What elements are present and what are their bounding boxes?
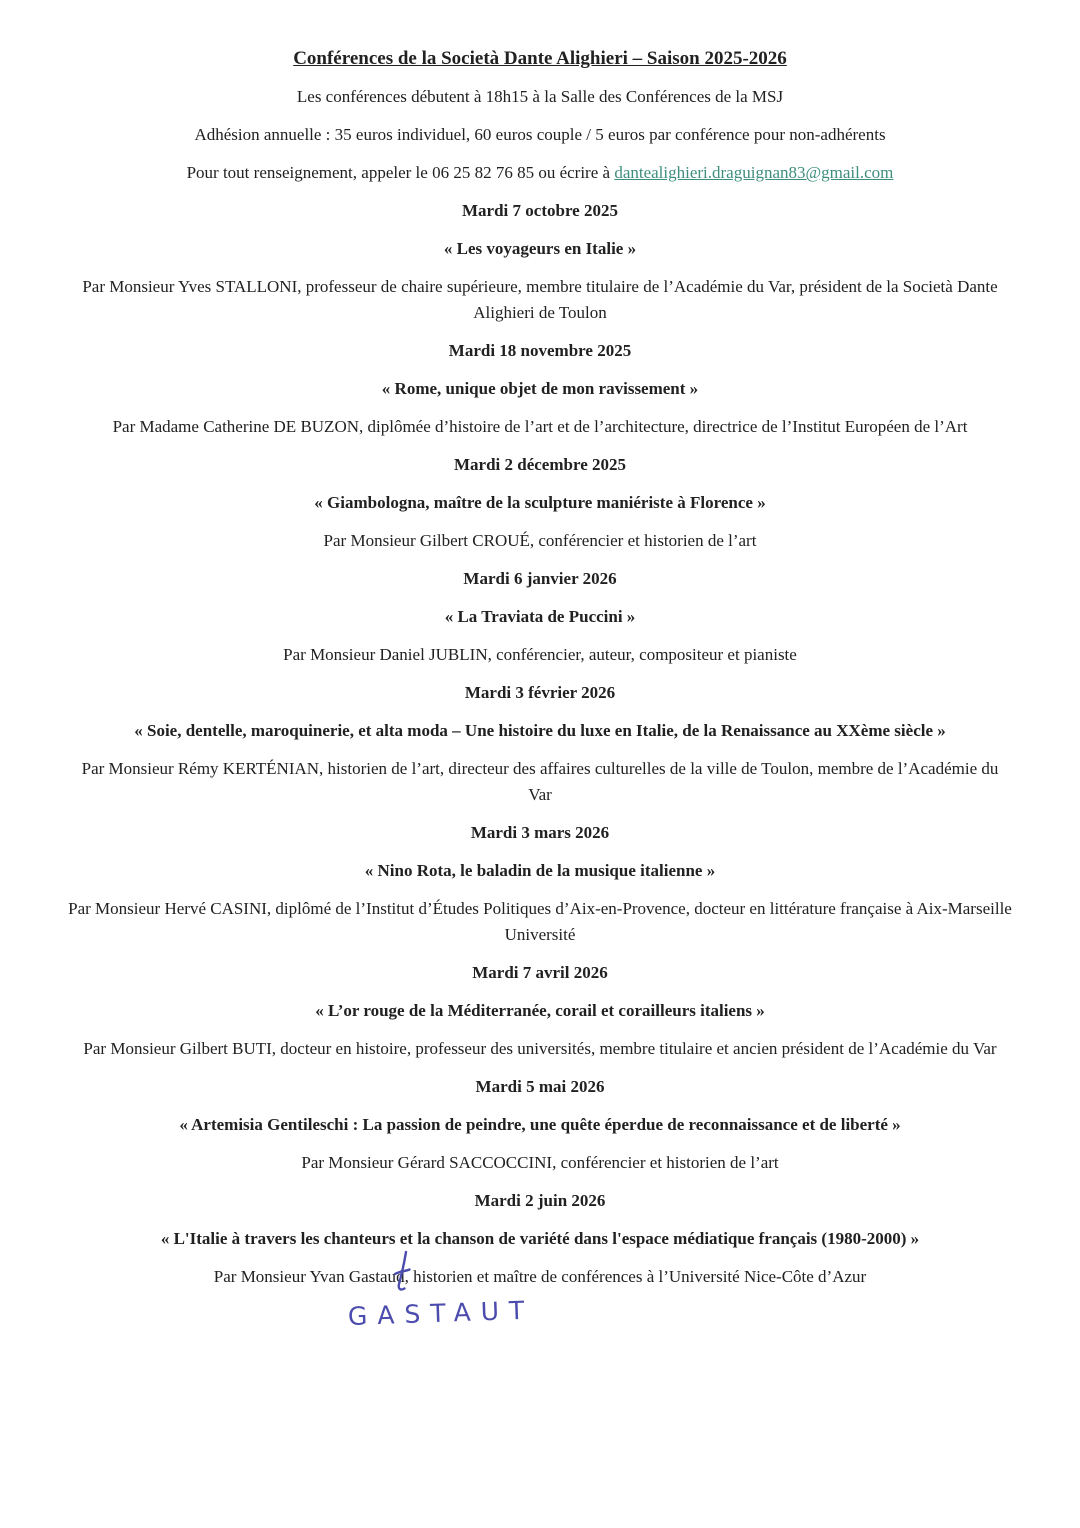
conference-date: Mardi 6 janvier 2026	[463, 569, 617, 588]
intro-venue-line: Les conférences débutent à 18h15 à la Salle des Conférences de la MSJ	[296, 87, 784, 106]
speaker-text-before: Par Monsieur Yvan Gastau	[213, 1267, 397, 1286]
conference-date: Mardi 2 juin 2026	[474, 1191, 606, 1210]
conference-entry	[68, 338, 1012, 440]
conference-title: « Nino Rota, le baladin de la musique italienne »	[364, 861, 716, 880]
conference-title: « Artemisia Gentileschi : La passion de peindre, une quête éperdue de reconnaissance et de liberté »	[179, 1115, 901, 1134]
intro-membership-line: Adhésion annuelle : 35 euros individuel, 60 euros couple / 5 euros par conférence pour non-adhérents	[194, 125, 886, 144]
speaker-text-after: historien et maître de conférences à l’Université Nice-Côte d’Azur	[408, 1267, 867, 1286]
conference-entry	[68, 566, 1012, 668]
conference-speaker: Par Monsieur Gilbert CROUÉ, conférencier et historien de l’art	[323, 531, 757, 550]
conference-entry	[68, 198, 1012, 326]
conference-speaker: Par Monsieur Hervé CASINI, diplômé de l’Institut d’Études Politiques d’Aix-en-Provence, docteur en littérature française à Aix-Marseille Université	[68, 899, 1012, 944]
conference-speaker: Par Monsieur Rémy KERTÉNIAN, historien de l’art, directeur des affaires culturelles de la ville de Toulon, membre de l’Académie du Var	[81, 759, 999, 804]
handwritten-name-annotation: GASTAUT	[347, 1295, 535, 1331]
conference-date: Mardi 7 avril 2026	[472, 963, 608, 982]
contact-text: Pour tout renseignement, appeler le 06 25 82 76 85 ou écrire à	[186, 163, 615, 182]
conference-entry	[68, 680, 1012, 808]
conference-speaker: Par Monsieur Gérard SACCOCCINI, conférencier et historien de l’art	[301, 1153, 779, 1172]
conference-entry	[68, 452, 1012, 554]
conference-date: Mardi 3 février 2026	[464, 683, 616, 702]
page-title: Conférences de la Società Dante Alighieri – Saison 2025-2026	[293, 48, 787, 69]
conference-title: « Rome, unique objet de mon ravissement »	[381, 379, 699, 398]
conference-speaker: Par Monsieur Yves STALLONI, professeur de chaire supérieure, membre titulaire de l’Académie du Var, président de la Società Dante Alighieri de Toulon	[82, 277, 998, 322]
conference-entry	[68, 1074, 1012, 1176]
conference-title: « La Traviata de Puccini »	[444, 607, 636, 626]
conference-title: « Soie, dentelle, maroquinerie, et alta moda – Une histoire du luxe en Italie, de la Renaissance au XXème siècle »	[134, 721, 946, 740]
conference-title: « Giambologna, maître de la sculpture maniériste à Florence »	[314, 493, 766, 512]
conference-date: Mardi 2 décembre 2025	[453, 455, 626, 474]
conference-list	[68, 198, 1012, 1290]
conference-date: Mardi 7 octobre 2025	[462, 201, 618, 220]
conference-title: « L’or rouge de la Méditerranée, corail et corailleurs italiens »	[315, 1001, 765, 1020]
conference-date: Mardi 18 novembre 2025	[448, 341, 632, 360]
conference-entry	[68, 1188, 1012, 1290]
conference-entry	[68, 820, 1012, 948]
conference-speaker: Par Madame Catherine DE BUZON, diplômée d’histoire de l’art et de l’architecture, directrice de l’Institut Européen de l’Art	[112, 417, 968, 436]
conference-speaker: Par Monsieur Gilbert BUTI, docteur en histoire, professeur des universités, membre titulaire et ancien président de l’Académie du Var	[83, 1039, 997, 1058]
email-link[interactable]: dantealighieri.draguignan83@gmail.com	[614, 163, 894, 182]
intro-contact-line	[68, 160, 1012, 186]
conference-title: « Les voyageurs en Italie »	[443, 239, 637, 258]
conference-date: Mardi 3 mars 2026	[470, 823, 610, 842]
conference-date: Mardi 5 mai 2026	[475, 1077, 605, 1096]
conference-entry	[68, 960, 1012, 1062]
conference-speaker: Par Monsieur Daniel JUBLIN, conférencier, auteur, compositeur et pianiste	[283, 645, 797, 664]
pen-corrected-letter: d,	[396, 1264, 409, 1290]
conference-title: « L'Italie à travers les chanteurs et la chanson de variété dans l'espace médiatique français (1980-2000) »	[160, 1229, 920, 1248]
